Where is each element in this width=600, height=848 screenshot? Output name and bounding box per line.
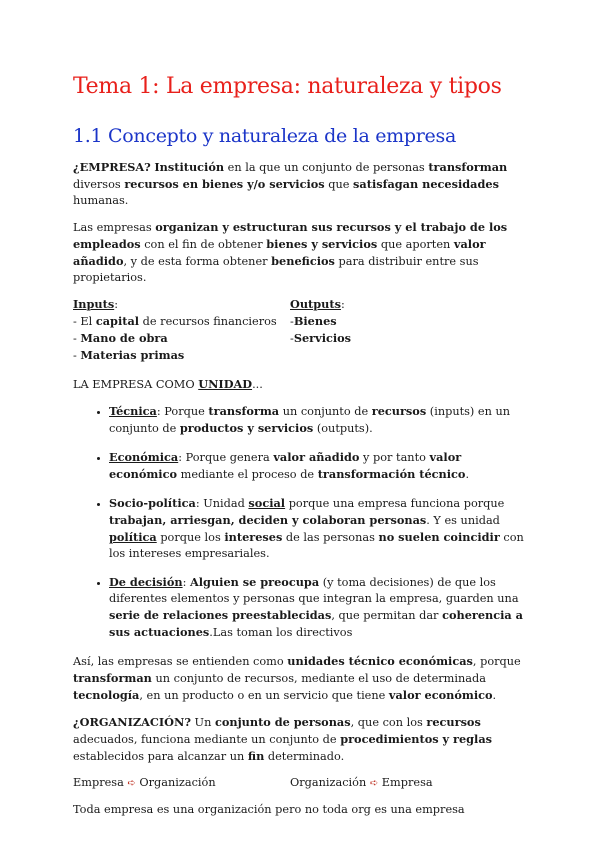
input-item: - Mano de obra (73, 331, 168, 345)
relation-organizacion-empresa: Organización ➪ Empresa (290, 776, 433, 789)
relation-row (73, 775, 533, 792)
relation-empresa-organizacion: Empresa ➪ Organización (73, 776, 216, 789)
paragraph-organizacion: ¿ORGANIZACIÓN? Un conjunto de personas, que con los recursos adecuados, funciona mediante un conjunto de procedimientos y reglas establecidos para alcanzar un fin determinado. (73, 715, 493, 763)
unidad-heading: LA EMPRESA COMO UNIDAD... (73, 377, 263, 391)
input-item: - Materias primas (73, 348, 185, 362)
page-title: Tema 1: La empresa: naturaleza y tipos (73, 74, 502, 99)
outputs-heading: Outputs: (290, 297, 345, 311)
arrow-right-icon: ➪ (127, 778, 136, 789)
list-item-tecnica: • Técnica: Porque transforma un conjunto de recursos (inputs) en un conjunto de productos y servicios (outputs). (109, 403, 533, 437)
outputs-column (290, 296, 507, 364)
list-item-socio-politica: • Socio-política: Unidad social porque una empresa funciona porque trabajan, arriesgan, deciden y colaboran personas. Y es unidad política porque los intereses de las personas no suelen coincidir con los intereses empresariales. (109, 495, 533, 562)
output-item: -Servicios (290, 331, 352, 345)
final-statement: Toda empresa es una organización pero no toda org es una empresa (73, 803, 465, 816)
inputs-heading: Inputs: (73, 297, 119, 311)
list-item-decision: • De decisión: Alguien se preocupa (y toma decisiones) de que los diferentes elementos y personas que integran la empresa, guarden una serie de relaciones preestablecidas, que permitan dar coherencia a sus actuaciones.Las toman los directivos (109, 574, 533, 641)
inputs-column (73, 296, 290, 364)
paragraph-unidades-tecnico: Así, las empresas se entienden como unidades técnico económicas, porque transforman un conjunto de recursos, mediante el uso de determinada tecnología, en un producto o en un servicio que tiene valor económico. (73, 654, 521, 702)
inputs-outputs (73, 296, 533, 364)
unidad-list (73, 403, 533, 641)
section-heading: 1.1 Concepto y naturaleza de la empresa (73, 125, 456, 147)
output-item: -Bienes (290, 314, 337, 328)
arrow-right-icon: ➪ (369, 778, 379, 789)
paragraph-empresa: ¿EMPRESA? Institución en la que un conjunto de personas transforman diversos recursos en bienes y/o servicios que satisfagan necesidades humanas. (73, 160, 508, 207)
paragraph-empresas-organizan: Las empresas organizan y estructuran sus recursos y el trabajo de los empleados con el fin de obtener bienes y servicios que aporten valor añadido, y de esta forma obtener beneficios para distribuir entre sus propietarios. (73, 220, 508, 284)
document-page (73, 74, 533, 828)
list-item-economica: • Económica: Porque genera valor añadido y por tanto valor económico mediante el proceso de transformación técnico. (109, 449, 533, 483)
input-item: - El capital de recursos financieros (73, 314, 277, 328)
